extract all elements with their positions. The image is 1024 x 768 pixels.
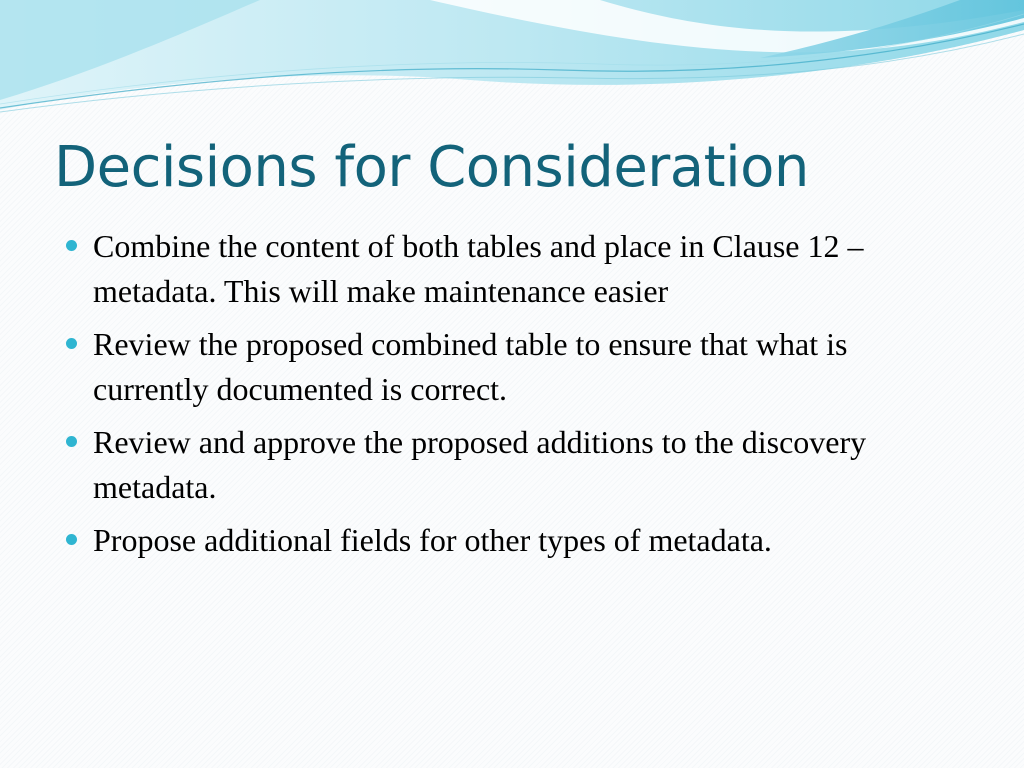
- bullet-item: [64, 518, 944, 563]
- bullet-dot-icon: [66, 534, 77, 545]
- bullet-dot-icon: [66, 240, 77, 251]
- slide-title: Decisions for Consideration: [54, 135, 809, 200]
- bullet-text: Review the proposed combined table to ensure that what is currently documented is correct.: [93, 326, 848, 407]
- bullet-list: [64, 224, 944, 571]
- bullet-text: Combine the content of both tables and place in Clause 12 – metadata. This will make maintenance easier: [93, 228, 864, 309]
- bullet-item: [64, 224, 944, 314]
- wave-header-decoration: [0, 0, 1024, 130]
- bullet-dot-icon: [66, 338, 77, 349]
- bullet-item: [64, 420, 944, 510]
- bullet-dot-icon: [66, 436, 77, 447]
- bullet-text: Propose additional fields for other types of metadata.: [93, 522, 772, 558]
- bullet-text: Review and approve the proposed additions to the discovery metadata.: [93, 424, 867, 505]
- bullet-item: [64, 322, 944, 412]
